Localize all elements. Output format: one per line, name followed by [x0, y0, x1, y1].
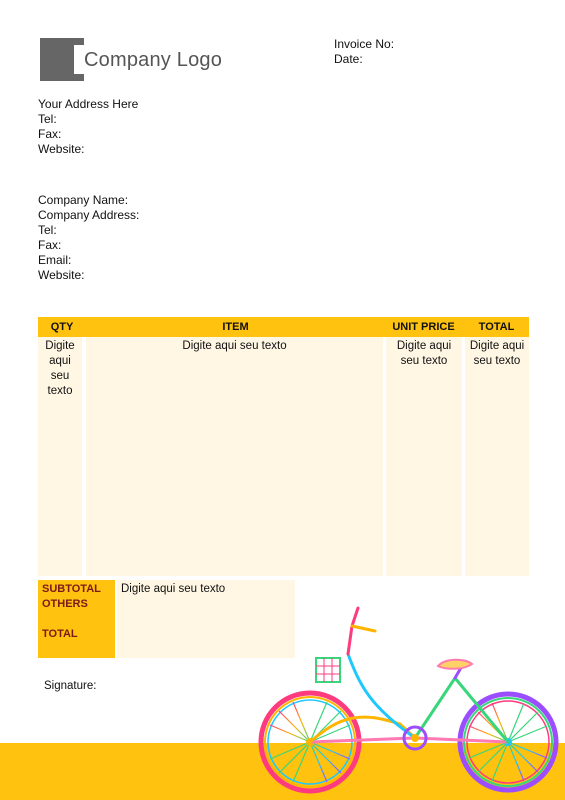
recipient-website: Website: [38, 268, 85, 282]
header-unit-price: UNIT PRICE [392, 321, 455, 333]
recipient-email: Email: [38, 253, 72, 267]
signature-label: Signature: [44, 680, 97, 692]
recipient-fax: Fax: [38, 238, 62, 252]
recipient-block [38, 193, 139, 283]
recipient-tel: Tel: [38, 223, 57, 237]
totals-notes-text: Digite aqui seu texto [121, 583, 226, 595]
sender-address: Your Address Here [38, 97, 139, 111]
unit-price-column [386, 337, 462, 576]
subtotal-label: SUBTOTAL [42, 583, 101, 595]
total-column [465, 337, 529, 576]
items-table-header [38, 317, 529, 337]
bicycle-illustration-icon [250, 596, 565, 800]
totals-labels-box [38, 580, 115, 658]
item-cell[interactable]: Digite aqui seu texto [182, 340, 287, 352]
total-cell[interactable]: Digite aqui seu texto [469, 340, 525, 367]
company-logo-text: Company Logo [84, 49, 223, 71]
basket [316, 658, 340, 682]
sender-address-block [38, 97, 138, 157]
item-column [86, 337, 383, 576]
header-item: ITEM [222, 321, 249, 333]
header-qty: QTY [50, 321, 74, 333]
invoice-meta [334, 37, 394, 67]
sender-website: Website: [38, 142, 85, 156]
total-label: TOTAL [42, 628, 78, 640]
saddle [438, 660, 472, 669]
date-label: Date: [334, 52, 363, 66]
unit-price-cell[interactable]: Digite aqui seu texto [396, 340, 452, 367]
others-label: OTHERS [42, 598, 88, 610]
sender-fax: Fax: [38, 127, 62, 141]
company-logo-icon [40, 38, 84, 81]
recipient-company-address: Company Address: [38, 208, 140, 222]
header-total: TOTAL [478, 321, 515, 333]
invoice-no-label: Invoice No: [334, 37, 395, 51]
recipient-company-name: Company Name: [38, 193, 129, 207]
sender-tel: Tel: [38, 112, 57, 126]
qty-cell[interactable]: Digite aqui seu texto [45, 340, 75, 397]
